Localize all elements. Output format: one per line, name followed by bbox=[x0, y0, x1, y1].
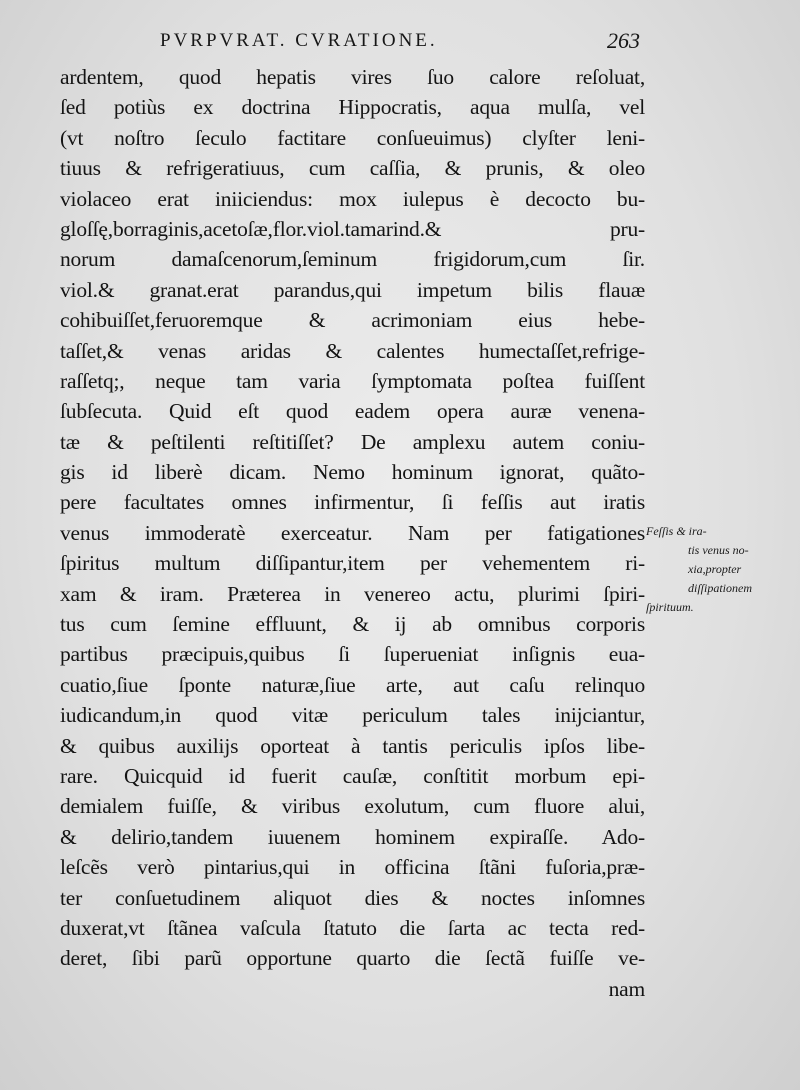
text-line: violaceo erat iniiciendus: mox iulepus è decocto bu- bbox=[60, 186, 645, 211]
running-head bbox=[160, 30, 640, 60]
marginal-note-line: diſſipationem bbox=[688, 581, 752, 595]
text-line: viol.& granat.erat parandus,qui impetum bilis flauæ bbox=[60, 277, 645, 302]
marginal-note-line: Feſſis & ira- bbox=[646, 524, 707, 538]
text-line: deret, ſibi parũ opportune quarto die ſectã fuiſſe ve- bbox=[60, 946, 645, 971]
text-line: iudicandum,in quod vitæ periculum tales inijciantur, bbox=[60, 703, 645, 728]
text-line: tus cum ſemine effluunt, & ij ab omnibus corporis bbox=[60, 612, 645, 637]
text-line: duxerat,vt ſtãnea vaſcula ſtatuto die ſarta ac tecta red- bbox=[60, 915, 645, 940]
marginal-note-line: ſpirituum. bbox=[646, 600, 694, 614]
text-line: raſſetq;, neque tam varia ſymptomata poſtea fuiſſent bbox=[60, 368, 645, 393]
text-line: ſpiritus multum diſſipantur,item per vehementem ri- bbox=[60, 551, 645, 576]
page-number: 263 bbox=[607, 28, 640, 53]
marginal-note bbox=[646, 522, 776, 617]
marginal-note-line: tis venus no- bbox=[688, 543, 749, 557]
body-text bbox=[60, 62, 645, 1004]
running-title: PVRPVRAT. CVRATIONE. bbox=[160, 30, 438, 51]
text-line: xam & iram. Præterea in venereo actu, plurimi ſpiri- bbox=[60, 581, 645, 606]
text-line: leſcẽs verò pintarius,qui in officina ſtãni fuſoria,præ- bbox=[60, 855, 645, 880]
text-line: & delirio,tandem iuuenem hominem expiraſſe. Ado- bbox=[60, 824, 645, 849]
text-line: tæ & peſtilenti reſtitiſſet? De amplexu autem coniu- bbox=[60, 429, 645, 454]
text-line: rare. Quicquid id fuerit cauſæ, conſtitit morbum epi- bbox=[60, 763, 645, 788]
text-line: gloſſę,borraginis,acetoſæ,flor.viol.tamarind.& pru- bbox=[60, 216, 645, 241]
text-line: tiuus & refrigeratiuus, cum caſſia, & prunis, & oleo bbox=[60, 156, 645, 181]
text-line: nam bbox=[608, 976, 645, 1001]
text-line: venus immoderatè exerceatur. Nam per fatigationes bbox=[60, 520, 645, 545]
text-line: pere facultates omnes infirmentur, ſi feſſis aut iratis bbox=[60, 490, 645, 515]
text-line: ſubſecuta. Quid eſt quod eadem opera auræ venena- bbox=[60, 399, 645, 424]
text-line: ſed potiùs ex doctrina Hippocratis, aqua mulſa, vel bbox=[60, 95, 645, 120]
text-line: & quibus auxilijs oporteat à tantis periculis ipſos libe- bbox=[60, 733, 645, 758]
text-line: demialem fuiſſe, & viribus exolutum, cum fluore alui, bbox=[60, 794, 645, 819]
text-line: ter conſuetudinem aliquot dies & noctes inſomnes bbox=[60, 885, 645, 910]
text-line: gis id liberè dicam. Nemo hominum ignorat, quãto- bbox=[60, 460, 645, 485]
marginal-note-line: xia,propter bbox=[688, 562, 742, 576]
text-line: cuatio,ſiue ſponte naturæ,ſiue arte, aut caſu relinquo bbox=[60, 672, 645, 697]
text-line: norum damaſcenorum,ſeminum frigidorum,cum ſir. bbox=[60, 247, 645, 272]
text-line: taſſet,& venas aridas & calentes humectaſſet,refrige- bbox=[60, 338, 645, 363]
text-line: partibus præcipuis,quibus ſi ſuperueniat inſignis eua- bbox=[60, 642, 645, 667]
text-line: ardentem, quod hepatis vires ſuo calore reſoluat, bbox=[60, 65, 645, 89]
text-line: cohibuiſſet,feruoremque & acrimoniam eius hebe- bbox=[60, 308, 645, 333]
text-line: (vt noſtro ſeculo factitare conſueuimus) clyſter leni- bbox=[60, 125, 645, 150]
